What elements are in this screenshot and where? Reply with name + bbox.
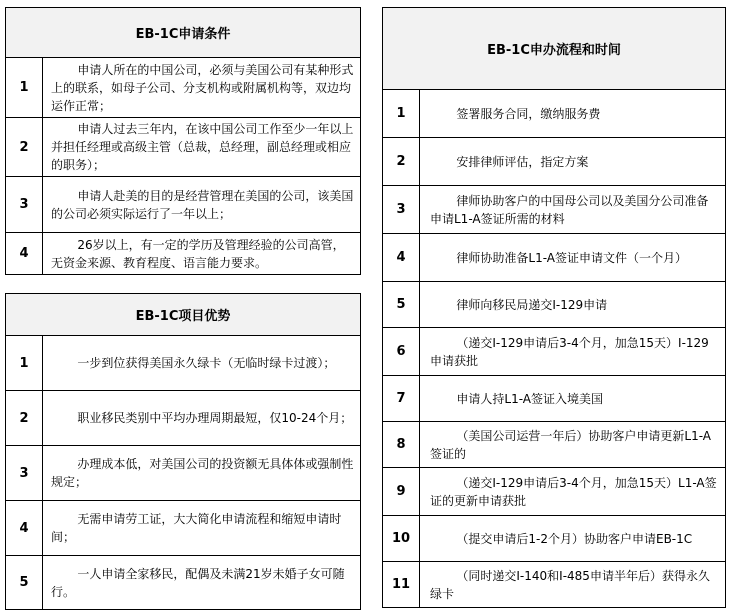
- table-row: [383, 138, 726, 186]
- table-row: [6, 556, 361, 610]
- row-text-content: 律师协助客户的中国母公司以及美国分公司准备申请L1-A签证所需的材料: [430, 193, 709, 226]
- row-text-content: （递交I-129申请后3-4个月，加急15天）I-129申请获批: [430, 335, 709, 368]
- row-text-content: 申请人赴美的目的是经营管理在美国的公司，该美国的公司必须实际运行了一年以上；: [51, 188, 354, 221]
- row-number: 3: [6, 446, 43, 501]
- row-text-content: （美国公司运营一年后）协助客户申请更新L1-A签证的: [430, 428, 711, 461]
- table-row: [383, 282, 726, 328]
- eligibility-table: [5, 7, 361, 275]
- row-number: 6: [383, 328, 420, 376]
- row-text-content: 一人申请全家移民，配偶及未满21岁未婚子女可随行。: [51, 566, 345, 599]
- row-text: [420, 138, 726, 186]
- row-text: [420, 234, 726, 282]
- row-text-content: 26岁以上，有一定的学历及管理经验的公司高管，无资金来源、教育程度、语言能力要求。: [51, 237, 345, 270]
- advantages-table: [5, 293, 361, 610]
- row-text: [43, 58, 361, 118]
- table-row: [383, 562, 726, 608]
- table-title: EB-1C项目优势: [6, 294, 361, 336]
- row-number: 4: [383, 234, 420, 282]
- table-row: [383, 516, 726, 562]
- row-text-content: 申请人所在的中国公司，必须与美国公司有某种形式上的联系，如母子公司、分支机构或附属机构等，双边均运作正常；: [51, 62, 354, 113]
- row-text: [43, 391, 361, 446]
- row-text-content: 无需申请劳工证，大大简化申请流程和缩短申请时间；: [51, 512, 342, 544]
- row-text: [43, 118, 361, 177]
- row-text: [420, 186, 726, 234]
- table-row: [6, 58, 361, 118]
- row-number: 5: [383, 282, 420, 328]
- row-text: [420, 90, 726, 138]
- row-number: 1: [6, 58, 43, 118]
- row-text: [43, 336, 361, 391]
- row-number: 1: [383, 90, 420, 138]
- row-text: [43, 233, 361, 275]
- row-number: 11: [383, 562, 420, 608]
- row-number: 1: [6, 336, 43, 391]
- table-row: [6, 336, 361, 391]
- row-text: [43, 446, 361, 501]
- row-text: [420, 516, 726, 562]
- table-title: EB-1C申办流程和时间: [383, 8, 726, 90]
- row-number: 10: [383, 516, 420, 562]
- row-number: 2: [6, 118, 43, 177]
- table-row: [6, 177, 361, 233]
- row-text-content: 办理成本低，对美国公司的投资额无具体体或强制性规定；: [51, 457, 354, 489]
- row-number: 4: [6, 501, 43, 556]
- table-row: [6, 118, 361, 177]
- row-text-content: 律师向移民局递交I-129申请: [456, 297, 608, 312]
- row-number: 8: [383, 422, 420, 468]
- row-text-content: 签署服务合同，缴纳服务费: [456, 106, 601, 121]
- row-text: [420, 468, 726, 516]
- row-text-content: 申请人过去三年内，在该中国公司工作至少一年以上并担任经理或高级主管（总裁，总经理，副总经理或相应的职务）；: [51, 122, 354, 172]
- row-text: [43, 177, 361, 233]
- table-row: [383, 328, 726, 376]
- row-text: [420, 376, 726, 422]
- table-row: [383, 468, 726, 516]
- row-text: [420, 328, 726, 376]
- row-number: 2: [383, 138, 420, 186]
- row-number: 7: [383, 376, 420, 422]
- row-text-content: 一步到位获得美国永久绿卡（无临时绿卡过渡）；: [77, 356, 336, 370]
- row-number: 2: [6, 391, 43, 446]
- row-text-content: 律师协助准备L1-A签证申请文件（一个月）: [456, 250, 687, 265]
- row-number: 3: [6, 177, 43, 233]
- row-text: [43, 556, 361, 610]
- row-text: [420, 562, 726, 608]
- table-title: EB-1C申请条件: [6, 8, 361, 58]
- table-header-row: [383, 8, 726, 90]
- table-header-row: [6, 8, 361, 58]
- table-row: [383, 186, 726, 234]
- table-row: [6, 446, 361, 501]
- row-text-content: （同时递交I-140和I-485申请半年后）获得永久绿卡: [430, 568, 710, 601]
- row-number: 9: [383, 468, 420, 516]
- row-number: 4: [6, 233, 43, 275]
- table-row: [383, 90, 726, 138]
- table-row: [383, 234, 726, 282]
- row-number: 5: [6, 556, 43, 610]
- table-row: [6, 233, 361, 275]
- row-text-content: （递交I-129申请后3-4个月，加急15天）L1-A签证的更新申请获批: [430, 475, 717, 508]
- row-text-content: （提交申请后1-2个月）协助客户申请EB-1C: [456, 531, 693, 546]
- row-text-content: 申请人持L1-A签证入境美国: [456, 391, 603, 406]
- table-row: [6, 391, 361, 446]
- table-row: [383, 376, 726, 422]
- row-text-content: 安排律师评估，指定方案: [456, 154, 589, 169]
- table-header-row: [6, 294, 361, 336]
- table-row: [6, 501, 361, 556]
- process-table: [382, 7, 726, 608]
- table-row: [383, 422, 726, 468]
- row-text: [420, 422, 726, 468]
- row-text: [43, 501, 361, 556]
- row-number: 3: [383, 186, 420, 234]
- row-text: [420, 282, 726, 328]
- row-text-content: 职业移民类别中平均办理周期最短，仅10-24个月；: [77, 411, 353, 425]
